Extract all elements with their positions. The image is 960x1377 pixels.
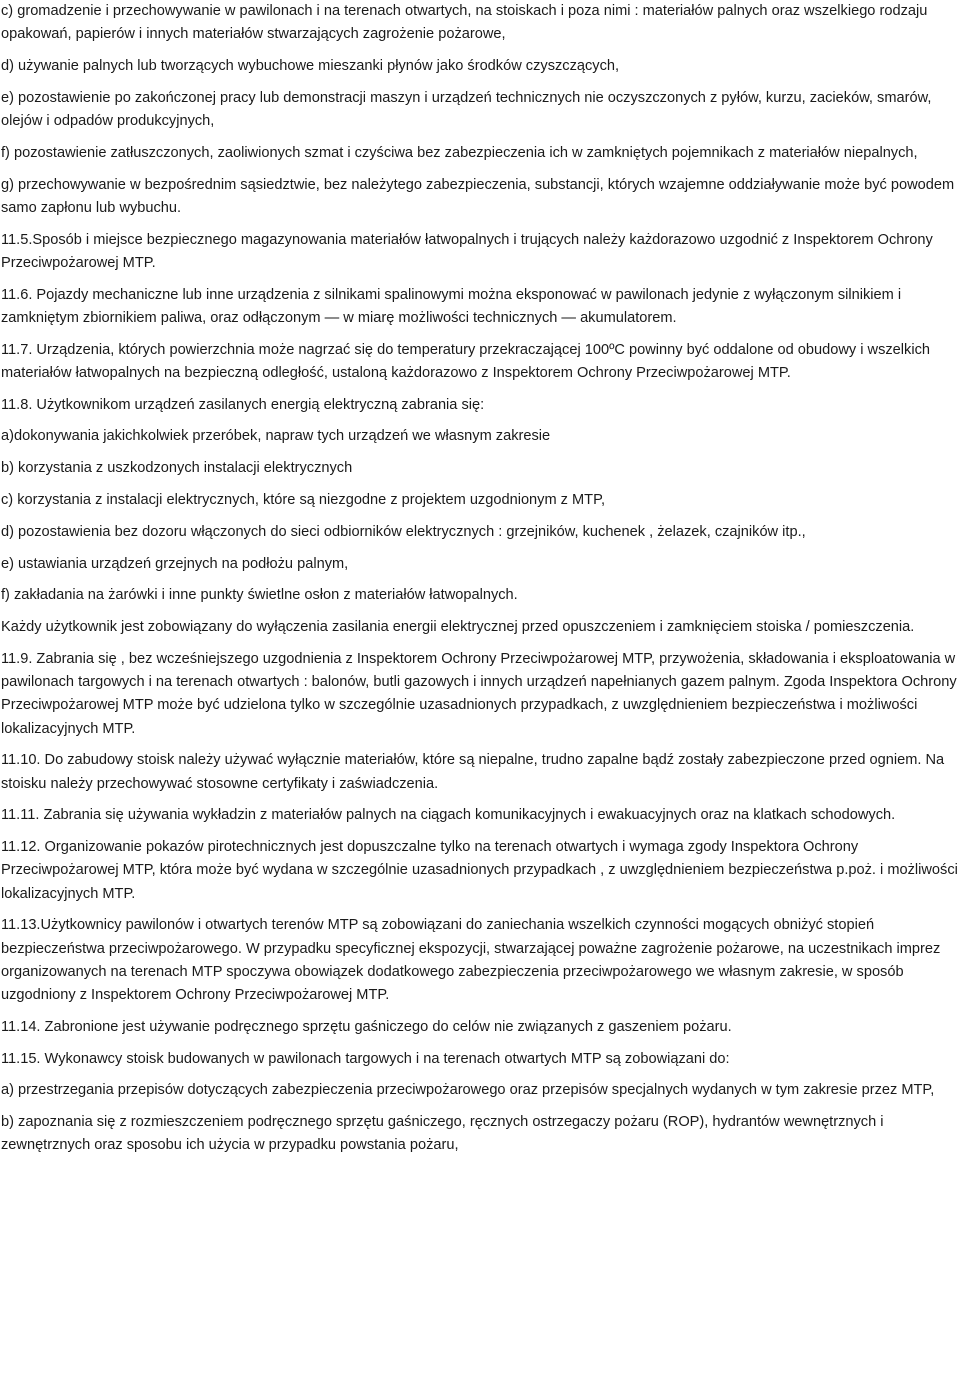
section-11-13: 11.13.Użytkownicy pawilonów i otwartych terenów MTP są zobowiązani do zaniechania wszelkich czynności mogących obniżyć stopień bezpieczeństwa przeciwpożarowego. W przypadku specyficznej ekspozycji, stwarzającej poważne zagrożenie pożarowe, na uczestnikach imprez organizowanych na terenach MTP spoczywa obowiązek dodatkowego zabezpieczenia przeciwpożarowego we własnym zakresie, w sposób uzgodniony z Inspektorem Ochrony Przeciwpożarowej MTP. bbox=[1, 917, 941, 1003]
section-11-11: 11.11. Zabrania się używania wykładzin z materiałów palnych na ciągach komunikacyjnych i ewakuacyjnych oraz na klatkach schodowych. bbox=[1, 807, 896, 824]
section-11-6: 11.6. Pojazdy mechaniczne lub inne urządzenia z silnikami spalinowymi można eksponować w pawilonach jedynie z wyłączonym silnikiem i zamkniętym zbiornikiem paliwa, oraz odłączonym — w miarę możliwości technicznych — akumulatorem. bbox=[1, 286, 902, 326]
list-item-c-noncompliant-installations: c) korzystania z instalacji elektrycznych, które są niezgodne z projektem uzgodnionym z MTP, bbox=[1, 491, 606, 508]
section-11-14: 11.14. Zabronione jest używanie podręcznego sprzętu gaśniczego do celów nie związanych z gaszeniem pożaru. bbox=[1, 1018, 732, 1035]
paragraph-g-substances: g) przechowywanie w bezpośrednim sąsiedztwie, bez należytego zabezpieczenia, substancji, których wzajemne oddziaływanie może być powodem samo zapłonu lub wybuchu. bbox=[1, 176, 955, 216]
section-11-8: 11.8. Użytkownikom urządzeń zasilanych energią elektryczną zabrania się: bbox=[1, 396, 485, 413]
section-11-12: 11.12. Organizowanie pokazów pirotechnicznych jest dopuszczalne tylko na terenach otwartych i wymaga zgody Inspektora Ochrony Przeciwpożarowej MTP, która może być wydana w szczególnie uzasadnionych przypadkach , z uwzględnieniem bezpieczeństwa p.poż. i możliwości lokalizacyjnych MTP. bbox=[1, 839, 958, 902]
list-item-e-heating-devices: e) ustawiania urządzeń grzejnych na podłożu palnym, bbox=[1, 555, 349, 572]
list-item-f-bulb-covers: f) zakładania na żarówki i inne punkty świetlne osłon z materiałów łatwopalnych. bbox=[1, 587, 518, 604]
paragraph-d-flammable-liquids: d) używanie palnych lub tworzących wybuchowe mieszanki płynów jako środków czyszczących, bbox=[1, 58, 620, 74]
paragraph-f-rags: f) pozostawienie zatłuszczonych, zaoliwionych szmat i czyściwa bez zabezpieczenia ich w zamkniętych pojemnikach z materiałów niepalnych, bbox=[1, 144, 918, 161]
section-11-9: 11.9. Zabrania się , bez wcześniejszego uzgodnienia z Inspektorem Ochrony Przeciwpożarowej MTP, przywożenia, składowania i eksploatowania w pawilonach targowych i na terenach otwartych : balonów, butli gazowych i innych urządzeń napełnianych gazem palnym. Zgoda Inspektora Ochrony Przeciwpożarowej MTP może być udzielona tylko w szczególnie uzasadnionych przypadkach, z uwzględnieniem bezpieczeństwa i możliwości lokalizacyjnych MTP. bbox=[1, 650, 957, 737]
list-item-a-regulations: a) przestrzegania przepisów dotyczących zabezpieczenia przeciwpożarowego oraz przepisów specjalnych wydanych w tym zakresie przez MTP, bbox=[1, 1082, 935, 1099]
list-item-b-damaged-installations: b) korzystania z uszkodzonych instalacji elektrycznych bbox=[1, 460, 353, 477]
section-11-7: 11.7. Urządzenia, których powierzchnia może nagrzać się do temperatury przekraczającej 100ºC powinny być oddalone od obudowy i wszelkich materiałów łatwopalnych na bezpieczną odległość, ustaloną każdorazowo z Inspektorem Ochrony Przeciwpożarowej MTP. bbox=[1, 341, 930, 381]
section-11-15: 11.15. Wykonawcy stoisk budowanych w pawilonach targowych i na terenach otwartych MTP są zobowiązani do: bbox=[1, 1050, 730, 1067]
paragraph-power-off-obligation: Każdy użytkownik jest zobowiązany do wyłączenia zasilania energii elektrycznej przed opuszczeniem i zamknięciem stoiska / pomieszczenia. bbox=[1, 619, 915, 636]
paragraph-e-machines: e) pozostawienie po zakończonej pracy lub demonstracji maszyn i urządzeń technicznych nie oczyszczonych z pyłów, kurzu, zacieków, smarów, olejów i odpadów produkcyjnych, bbox=[1, 89, 932, 129]
paragraph-c-storage: c) gromadzenie i przechowywanie w pawilonach i na terenach otwartych, na stoiskach i poza nimi : materiałów palnych oraz wszelkiego rodzaju opakowań, papierów i innych materiałów stwarzających zagrożenie pożarowe, bbox=[1, 3, 928, 43]
list-item-a-modifications: a)dokonywania jakichkolwiek przeróbek, napraw tych urządzeń we własnym zakresie bbox=[1, 428, 551, 445]
list-item-d-unattended-devices: d) pozostawienia bez dozoru włączonych do sieci odbiorników elektrycznych : grzejników, kuchenek , żelazek, czajników itp., bbox=[1, 523, 806, 540]
section-11-5: 11.5.Sposób i miejsce bezpiecznego magazynowania materiałów łatwopalnych i trujących należy każdorazowo uzgodnić z Inspektorem Ochrony Przeciwpożarowej MTP. bbox=[1, 231, 933, 271]
section-11-10: 11.10. Do zabudowy stoisk należy używać wyłącznie materiałów, które są niepalne, trudno zapalne bądź zostały zabezpieczone przed ogniem. Na stoisku należy przechowywać stosowne certyfikaty i zaświadczenia. bbox=[1, 752, 945, 792]
list-item-b-equipment-locations: b) zapoznania się z rozmieszczeniem podręcznego sprzętu gaśniczego, ręcznych ostrzegaczy pożaru (ROP), hydrantów wewnętrznych i zewnętrznych oraz sposobu ich użycia w przypadku powstania pożaru, bbox=[1, 1114, 884, 1154]
